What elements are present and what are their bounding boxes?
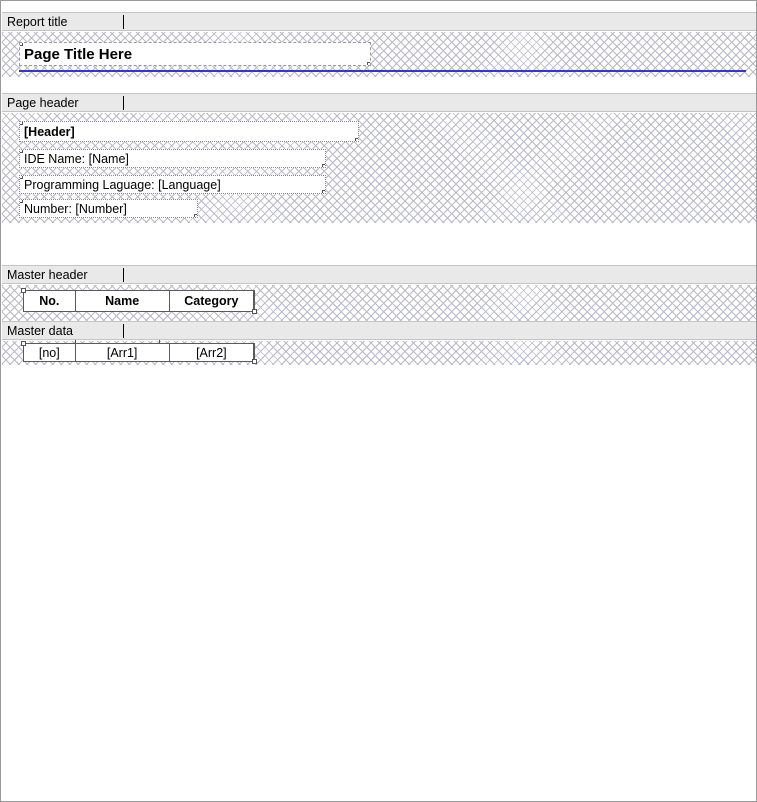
empty-page-area[interactable] [2,365,757,801]
band-resize-tick[interactable] [123,324,124,338]
page-header-textbox[interactable]: [Header] [19,121,359,142]
data-cell-arr2[interactable]: [Arr2] [170,344,254,361]
column-header-no[interactable]: No. [24,291,76,311]
master-header-row[interactable] [23,290,255,312]
master-data-row[interactable] [23,343,255,362]
field-programming-language[interactable]: Programming Laguage: [Language] [19,175,326,194]
band-bar-master-data[interactable] [2,321,757,340]
band-bar-report-title[interactable] [2,12,757,31]
band-label-page-header: Page header [7,96,79,110]
band-bar-master-header[interactable] [2,265,757,284]
column-header-name[interactable]: Name [76,291,170,311]
title-underline-rule[interactable] [19,70,746,72]
field-number[interactable]: Number: [Number] [19,199,198,218]
selection-handle[interactable] [21,341,26,346]
band-label-master-header: Master header [7,268,88,282]
field-ide-name[interactable]: IDE Name: [Name] [19,149,326,168]
selection-handle[interactable] [252,359,257,364]
band-bar-page-header[interactable] [2,93,757,112]
selection-handle[interactable] [252,309,257,314]
band-gap-whitespace [2,223,757,265]
band-resize-tick[interactable] [123,96,124,110]
report-title-textbox[interactable]: Page Title Here [19,42,371,66]
band-label-report-title: Report title [7,15,68,29]
column-header-category[interactable]: Category [170,291,254,311]
selection-handle[interactable] [21,288,26,293]
band-resize-tick[interactable] [123,268,124,282]
data-cell-no[interactable]: [no] [24,344,76,361]
data-cell-arr1[interactable]: [Arr1] [76,344,170,361]
band-resize-tick[interactable] [123,15,124,29]
band-label-master-data: Master data [7,324,74,338]
